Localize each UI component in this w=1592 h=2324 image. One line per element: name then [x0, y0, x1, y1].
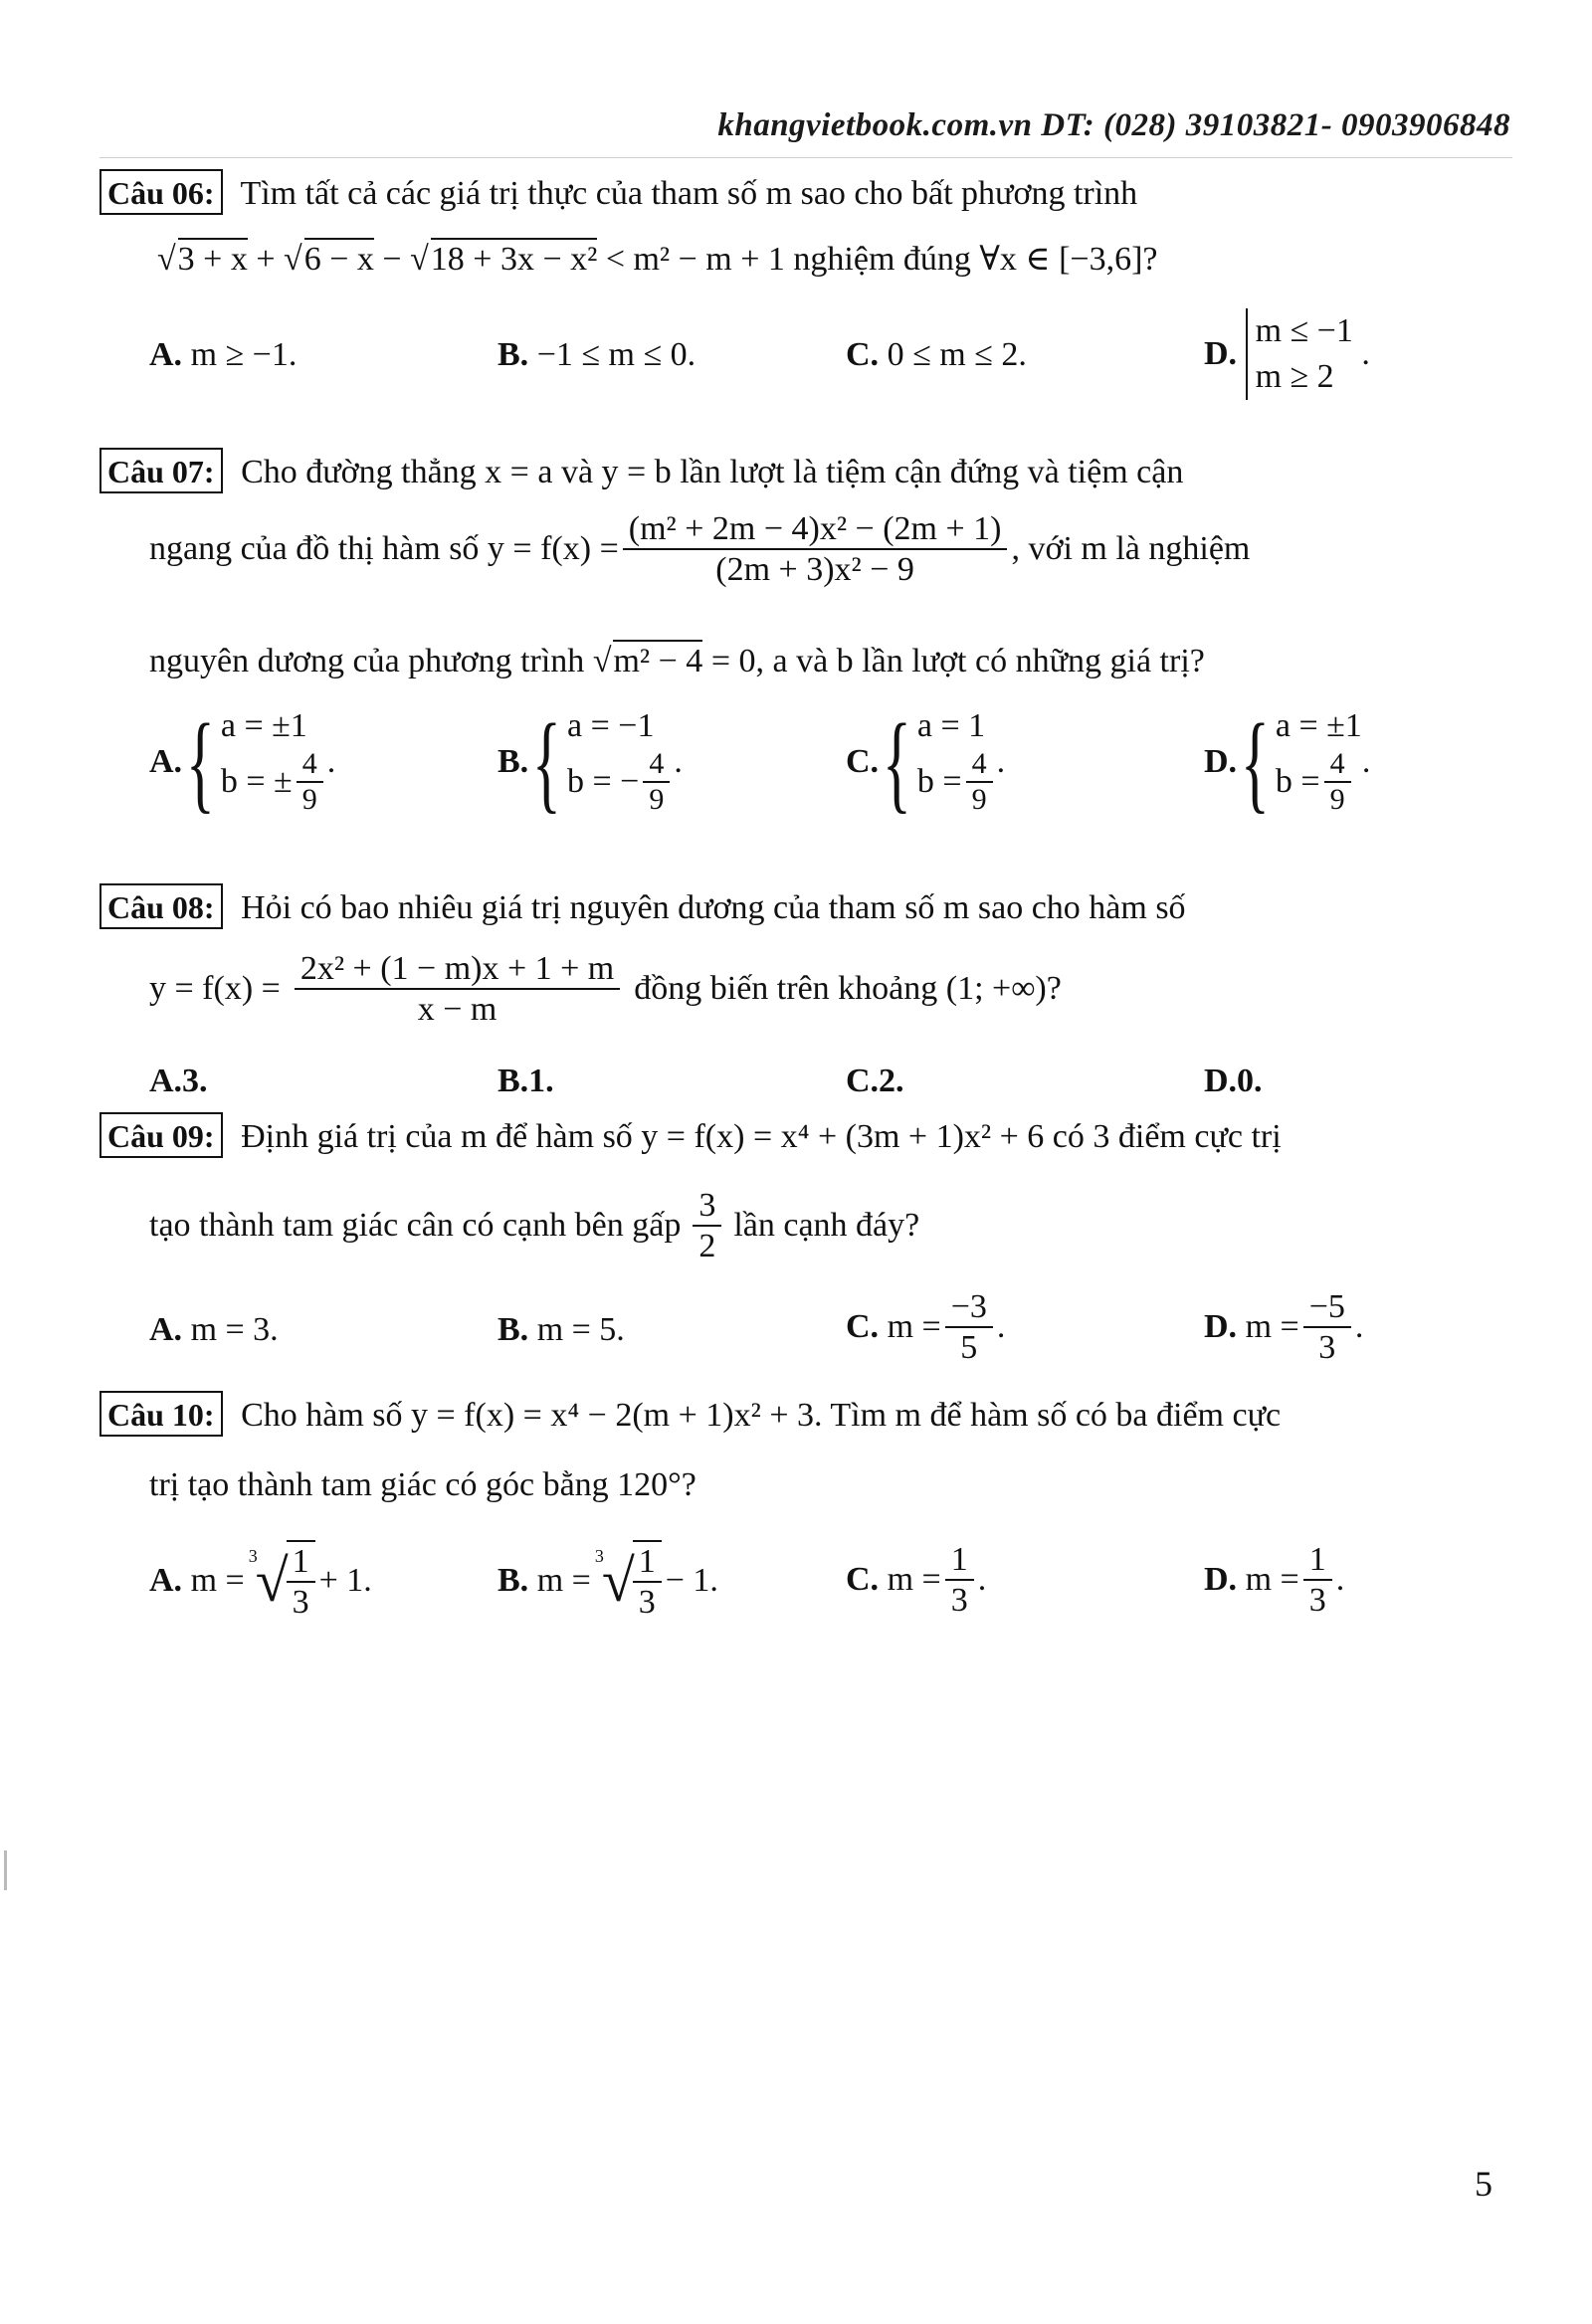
- fraction: [295, 949, 620, 1029]
- system-row: b =: [916, 762, 962, 800]
- fraction-numerator: −5: [1303, 1287, 1351, 1328]
- question-text: trị tạo thành tam giác có góc bằng 120°?: [149, 1466, 696, 1503]
- fraction: [693, 1186, 721, 1265]
- question-text: lần cạnh đáy?: [733, 1207, 920, 1245]
- option-label: C.: [846, 1561, 880, 1599]
- option-label: C.: [846, 1308, 880, 1346]
- document-page: khangvietbook.com.vn DT: (028) 39103821- 0903906848 Câu 06: Tìm tất cả các giá trị thực của tham số m sao cho bất phương trình √3 + x + √6 − x − √18 + 3x − x² < m² − m + 1 nghiệm đúng ∀x ∈ [−3,6]? A. m ≥ −1. B. −1 ≤ m ≤ 0. C. 0 ≤ m ≤ 2. D. m ≤ −1 m ≥ 2 . Câu 07: Cho đường thẳng x = a và y = b lần lượt là tiệm cận đứng và tiệm cận ngang của đồ thị hàm số y = f(x) = $\frac{\text{(m² + 2m − 4)x² − (2m + 1)}}{\text{(2m + 3)x² − 9}}$ , với m là nghiệm nguyên dương của phương trình √m² − 4 = 0, a và b lần lượt có những giá trị? A. { a = ±1 b = ± $\frac{4}{9}$ . B. { a = −1 b = − $\frac{4}{9}$ . C. { a = 1 b = $\frac{4}{9}$ . D. { a = ±1 b = $\frac{4}{9}$ . Câu 08: Hỏi có bao nhiêu giá trị nguyên dương của tham số m sao cho hàm số y = f(x) = $\frac{\text{2x² + (1 − m)x + 1 + m}}{x - m}$ đồng biến trên khoảng (1; +∞)? A.3. B.1. C.2. D.0. Câu 09: Định giá trị của m để hàm số y = f(x) = x⁴ + (3m + 1)x² + 6 có 3 điểm cực trị tạo thành tam giác cân có cạnh bên gấp $\frac{3}{2}$ lần cạnh đáy? A. m = 3. B. m = 5. C. m = $\frac{-3}{5}$ . D. m = $\frac{-5}{3}$ . Câu 10: Cho hàm số y = f(x) = x⁴ − 2(m + 1)x² + 3. Tìm m để hàm số có ba điểm cực trị tạo thành tam giác có góc bằng 120°? A. m = $^3$ √ $\frac{1}{3}$ + 1. B. m = $^3$ √ $\frac{1}{3}$ − 1. C. m = $\frac{1}{3}$ . D. m = $\frac{1}{3}$ . 5: [0, 0, 1592, 2324]
- option-b: [498, 700, 683, 823]
- punctuation: .: [674, 742, 683, 780]
- option-d: [1204, 1540, 1344, 1620]
- system-row: m ≥ 2: [1255, 357, 1334, 395]
- question-tag: Câu 09:: [100, 1112, 223, 1158]
- option-text: m ≥ −1.: [190, 336, 298, 373]
- question-text: đồng biến trên khoảng (1; +∞)?: [634, 970, 1062, 1008]
- option-label: A.: [149, 1311, 183, 1348]
- brace-icon: {: [532, 700, 562, 823]
- fraction-numerator: (m² + 2m − 4)x² − (2m + 1): [623, 509, 1008, 550]
- option-text: m =: [887, 1561, 941, 1599]
- option-b: B.1.: [498, 1063, 554, 1099]
- system-row: m ≤ −1: [1255, 312, 1353, 349]
- question-text: Cho đường thẳng x = a và y = b lần lượt là tiệm cận đứng và tiệm cận: [241, 454, 1184, 490]
- option-label: D.: [1204, 334, 1238, 372]
- question-text: nguyên dương của phương trình: [149, 643, 593, 679]
- fraction-denominator: 2: [698, 1228, 716, 1265]
- punctuation: .: [996, 742, 1006, 780]
- system-row: b = −: [567, 762, 640, 800]
- page-header: khangvietbook.com.vn DT: (028) 39103821- 0903906848: [717, 107, 1510, 143]
- sqrt-term: 3 + x: [178, 238, 248, 278]
- sqrt-term: 6 − x: [304, 238, 374, 278]
- punctuation: .: [1361, 742, 1371, 780]
- option-label: D.: [1204, 1308, 1238, 1346]
- fraction-denominator: 3: [950, 1582, 968, 1620]
- punctuation: .: [326, 742, 336, 780]
- fraction-denominator: 3: [1318, 1329, 1336, 1367]
- option-d: D.0.: [1204, 1063, 1263, 1099]
- option-text: + 1.: [318, 1562, 372, 1600]
- fraction-denominator: 9: [301, 783, 317, 817]
- option-c: [846, 700, 1006, 823]
- fraction: [287, 1540, 315, 1622]
- option-label: D.: [1204, 1561, 1238, 1599]
- option-text: m =: [536, 1562, 591, 1600]
- option-label: B.: [498, 1311, 529, 1348]
- option-text: m =: [1245, 1308, 1299, 1346]
- option-label: A.: [149, 742, 183, 780]
- root-index: 3: [594, 1546, 604, 1566]
- option-a: A.3.: [149, 1063, 208, 1099]
- punctuation: .: [1335, 1561, 1345, 1599]
- fraction-denominator: 3: [1308, 1582, 1326, 1620]
- question-tag: Câu 06:: [100, 169, 223, 215]
- header-divider: [100, 157, 1512, 158]
- question-tag: Câu 10:: [100, 1391, 223, 1437]
- fraction-numerator: 1: [1303, 1540, 1332, 1581]
- option-text: 0 ≤ m ≤ 2.: [887, 336, 1027, 373]
- fraction-denominator: 9: [649, 783, 665, 817]
- question-tag: Câu 08:: [100, 883, 223, 929]
- scan-edge-mark: [4, 1850, 7, 1890]
- question-text: tạo thành tam giác cân có cạnh bên gấp: [149, 1207, 682, 1245]
- option-a: [149, 1311, 279, 1349]
- fraction-numerator: 4: [1324, 747, 1351, 784]
- option-label: A.: [149, 1562, 183, 1600]
- option-text: − 1.: [665, 1562, 718, 1600]
- option-a: [149, 700, 336, 823]
- question-text: Tìm tất cả các giá trị thực của tham số m sao cho bất phương trình: [240, 175, 1138, 212]
- fraction-numerator: 1: [287, 1542, 315, 1583]
- system-row: b =: [1275, 762, 1320, 800]
- option-text: m =: [1245, 1561, 1299, 1599]
- option-label: A.: [149, 336, 183, 373]
- option-text: m = 5.: [536, 1311, 625, 1348]
- option-c: C.2.: [846, 1063, 904, 1099]
- question-tag: Câu 07:: [100, 448, 223, 493]
- option-label: C.: [846, 336, 880, 373]
- question-text: ngang của đồ thị hàm số y = f(x) =: [149, 530, 619, 568]
- option-label: B.: [498, 1562, 529, 1600]
- option-a: [149, 336, 297, 374]
- fraction-numerator: 4: [297, 747, 323, 784]
- question-text: Cho hàm số y = f(x) = x⁴ − 2(m + 1)x² + 3. Tìm m để hàm số có ba điểm cực: [241, 1397, 1282, 1434]
- option-label: B.: [498, 336, 529, 373]
- option-d: [1204, 308, 1370, 400]
- root-index: 3: [248, 1546, 258, 1566]
- sqrt-term: m² − 4: [613, 640, 702, 679]
- fraction-denominator: 3: [292, 1584, 309, 1622]
- operator: +: [247, 241, 285, 278]
- punctuation: .: [1361, 334, 1370, 372]
- system-row: a = ±1: [1275, 707, 1362, 744]
- option-text: m = 3.: [190, 1311, 279, 1348]
- fraction: [945, 1540, 974, 1620]
- option-d: [1204, 700, 1371, 823]
- option-b: [498, 1311, 625, 1349]
- brace-icon: {: [1240, 700, 1270, 823]
- option-b: [498, 336, 696, 374]
- fraction-numerator: 3: [693, 1186, 721, 1227]
- fraction-numerator: 2x² + (1 − m)x + 1 + m: [295, 949, 620, 990]
- fraction-numerator: −3: [945, 1287, 993, 1328]
- system-row: b = ±: [220, 762, 293, 800]
- fraction-numerator: 1: [945, 1540, 974, 1581]
- fraction-numerator: 1: [633, 1542, 662, 1583]
- system-row: a = 1: [916, 707, 986, 744]
- fraction: [623, 509, 1008, 589]
- question-text: = 0, a và b lần lượt có những giá trị?: [702, 643, 1205, 679]
- system-row: a = ±1: [220, 707, 307, 744]
- fraction: [945, 1287, 993, 1367]
- fraction-denominator: 9: [1329, 783, 1345, 817]
- fraction-numerator: 4: [966, 747, 993, 784]
- punctuation: .: [1354, 1308, 1364, 1346]
- page-number: 5: [1475, 2164, 1492, 2204]
- fraction-denominator: 9: [971, 783, 987, 817]
- option-label: B.: [498, 742, 529, 780]
- fraction: [1303, 1287, 1351, 1367]
- fraction: [1303, 1540, 1332, 1620]
- fraction-numerator: 4: [643, 747, 670, 784]
- fraction-denominator: x − m: [417, 991, 498, 1029]
- option-b: [498, 1540, 718, 1622]
- radical-icon: √: [255, 1548, 289, 1615]
- brace-icon: {: [185, 700, 215, 823]
- operator: −: [373, 241, 411, 278]
- fraction: [633, 1540, 662, 1622]
- sqrt-term: 18 + 3x − x²: [431, 238, 598, 278]
- punctuation: .: [996, 1308, 1006, 1346]
- question-text: < m² − m + 1 nghiệm đúng ∀x ∈ [−3,6]?: [597, 241, 1158, 278]
- fraction-denominator: 3: [638, 1584, 656, 1622]
- option-c: [846, 336, 1027, 374]
- question-text: y = f(x) =: [149, 970, 281, 1008]
- option-a: [149, 1540, 372, 1622]
- option-text: m =: [887, 1308, 941, 1346]
- radical-icon: √: [601, 1548, 635, 1615]
- option-text: m =: [190, 1562, 245, 1600]
- brace-icon: {: [882, 700, 911, 823]
- option-d: [1204, 1287, 1363, 1367]
- option-c: [846, 1540, 986, 1620]
- option-c: [846, 1287, 1005, 1367]
- question-text: Hỏi có bao nhiêu giá trị nguyên dương của tham số m sao cho hàm số: [241, 889, 1186, 926]
- punctuation: .: [977, 1561, 987, 1599]
- fraction-denominator: 5: [960, 1329, 978, 1367]
- option-system: [1246, 308, 1353, 400]
- option-label: C.: [846, 742, 880, 780]
- fraction-denominator: (2m + 3)x² − 9: [715, 551, 914, 589]
- question-text: , với m là nghiệm: [1011, 530, 1251, 568]
- option-text: −1 ≤ m ≤ 0.: [536, 336, 696, 373]
- option-label: D.: [1204, 742, 1238, 780]
- system-row: a = −1: [567, 707, 655, 744]
- question-text: Định giá trị của m để hàm số y = f(x) = x⁴ + (3m + 1)x² + 6 có 3 điểm cực trị: [241, 1118, 1282, 1155]
